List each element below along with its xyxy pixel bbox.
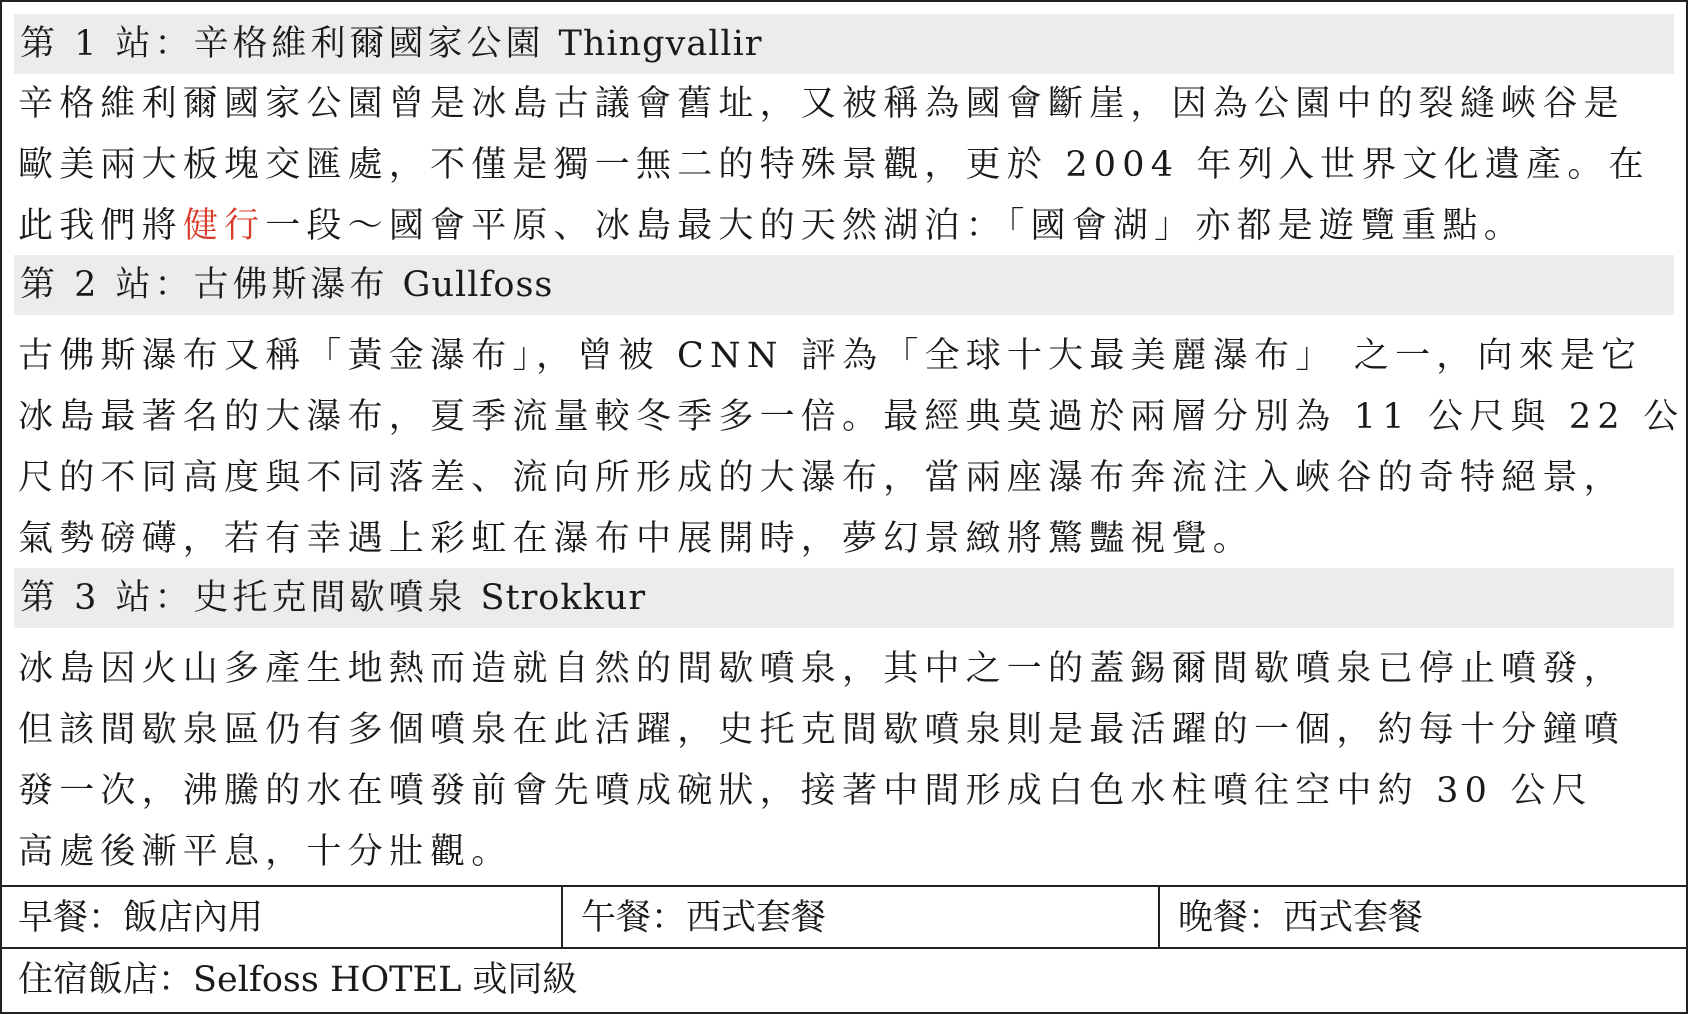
station-2-title-en: Gullfoss [402, 265, 554, 305]
station-1-line-2: 歐美兩大板塊交匯處，不僅是獨一無二的特殊景觀，更於 2004 年列入世界文化遺產。在 [18, 145, 1650, 185]
breakfast-cell: 早餐：飯店內用 [0, 887, 563, 949]
station-1-line-3-post: 一段～國會平原、冰島最大的天然湖泊：「國會湖」亦都是遊覽重點。 [265, 206, 1525, 246]
station-2-title: 第 2 站：古佛斯瀑布 [20, 265, 389, 305]
station-1-title: 第 1 站：辛格維利爾國家公園 [20, 24, 545, 64]
station-1-line-1: 辛格維利爾國家公園曾是冰島古議會舊址，又被稱為國會斷崖，因為公園中的裂縫峽谷是 [18, 84, 1625, 124]
station-3-line-1: 冰島因火山多產生地熱而造就自然的間歇噴泉，其中之一的蓋錫爾間歇噴泉已停止噴發， [18, 649, 1625, 689]
station-3-title: 第 3 站：史托克間歇噴泉 [20, 578, 467, 618]
station-2-description [18, 326, 1685, 570]
station-3-line-2: 但該間歇泉區仍有多個噴泉在此活躍，史托克間歇噴泉則是最活躍的一個，約每十分鐘噴 [18, 710, 1625, 750]
station-3-line-3: 發一次，沸騰的水在噴發前會先噴成碗狀，接著中間形成白色水柱噴往空中約 30 公尺 [18, 771, 1593, 811]
station-1-description [18, 74, 1674, 257]
station-1-hiking-highlight: 健行 [182, 206, 266, 246]
station-1-heading [14, 14, 1674, 74]
station-1-title-en: Thingvallir [558, 24, 763, 64]
dinner-cell: 晚餐：西式套餐 [1178, 898, 1424, 938]
station-2-line-2: 冰島最著名的大瀑布，夏季流量較冬季多一倍。最經典莫過於兩層分別為 11 公尺與 22 公 [18, 397, 1685, 437]
station-3-heading [14, 568, 1674, 628]
station-2-line-1: 古佛斯瀑布又稱「黃金瀑布」，曾被 CNN 評為「全球十大最美麗瀑布」 之一，向來是它 [18, 336, 1643, 376]
station-2-heading [14, 255, 1674, 315]
lunch-cell: 午餐：西式套餐 [563, 887, 1160, 949]
station-1-line-3-pre: 此我們將 [18, 206, 183, 246]
station-2-line-3: 尺的不同高度與不同落差、流向所形成的大瀑布，當兩座瀑布奔流注入峽谷的奇特絕景， [18, 458, 1625, 498]
station-2-line-4: 氣勢磅礡，若有幸遇上彩虹在瀑布中展開時，夢幻景緻將驚豔視覺。 [18, 519, 1255, 559]
station-3-title-en: Strokkur [480, 578, 647, 618]
station-3-description [18, 639, 1674, 883]
meals-row [0, 885, 1688, 949]
station-3-line-4: 高處後漸平息，十分壯觀。 [18, 832, 513, 872]
hotel-row: 住宿飯店：Selfoss HOTEL 或同級 [0, 949, 1688, 1014]
station-1-line-3 [18, 196, 1674, 257]
